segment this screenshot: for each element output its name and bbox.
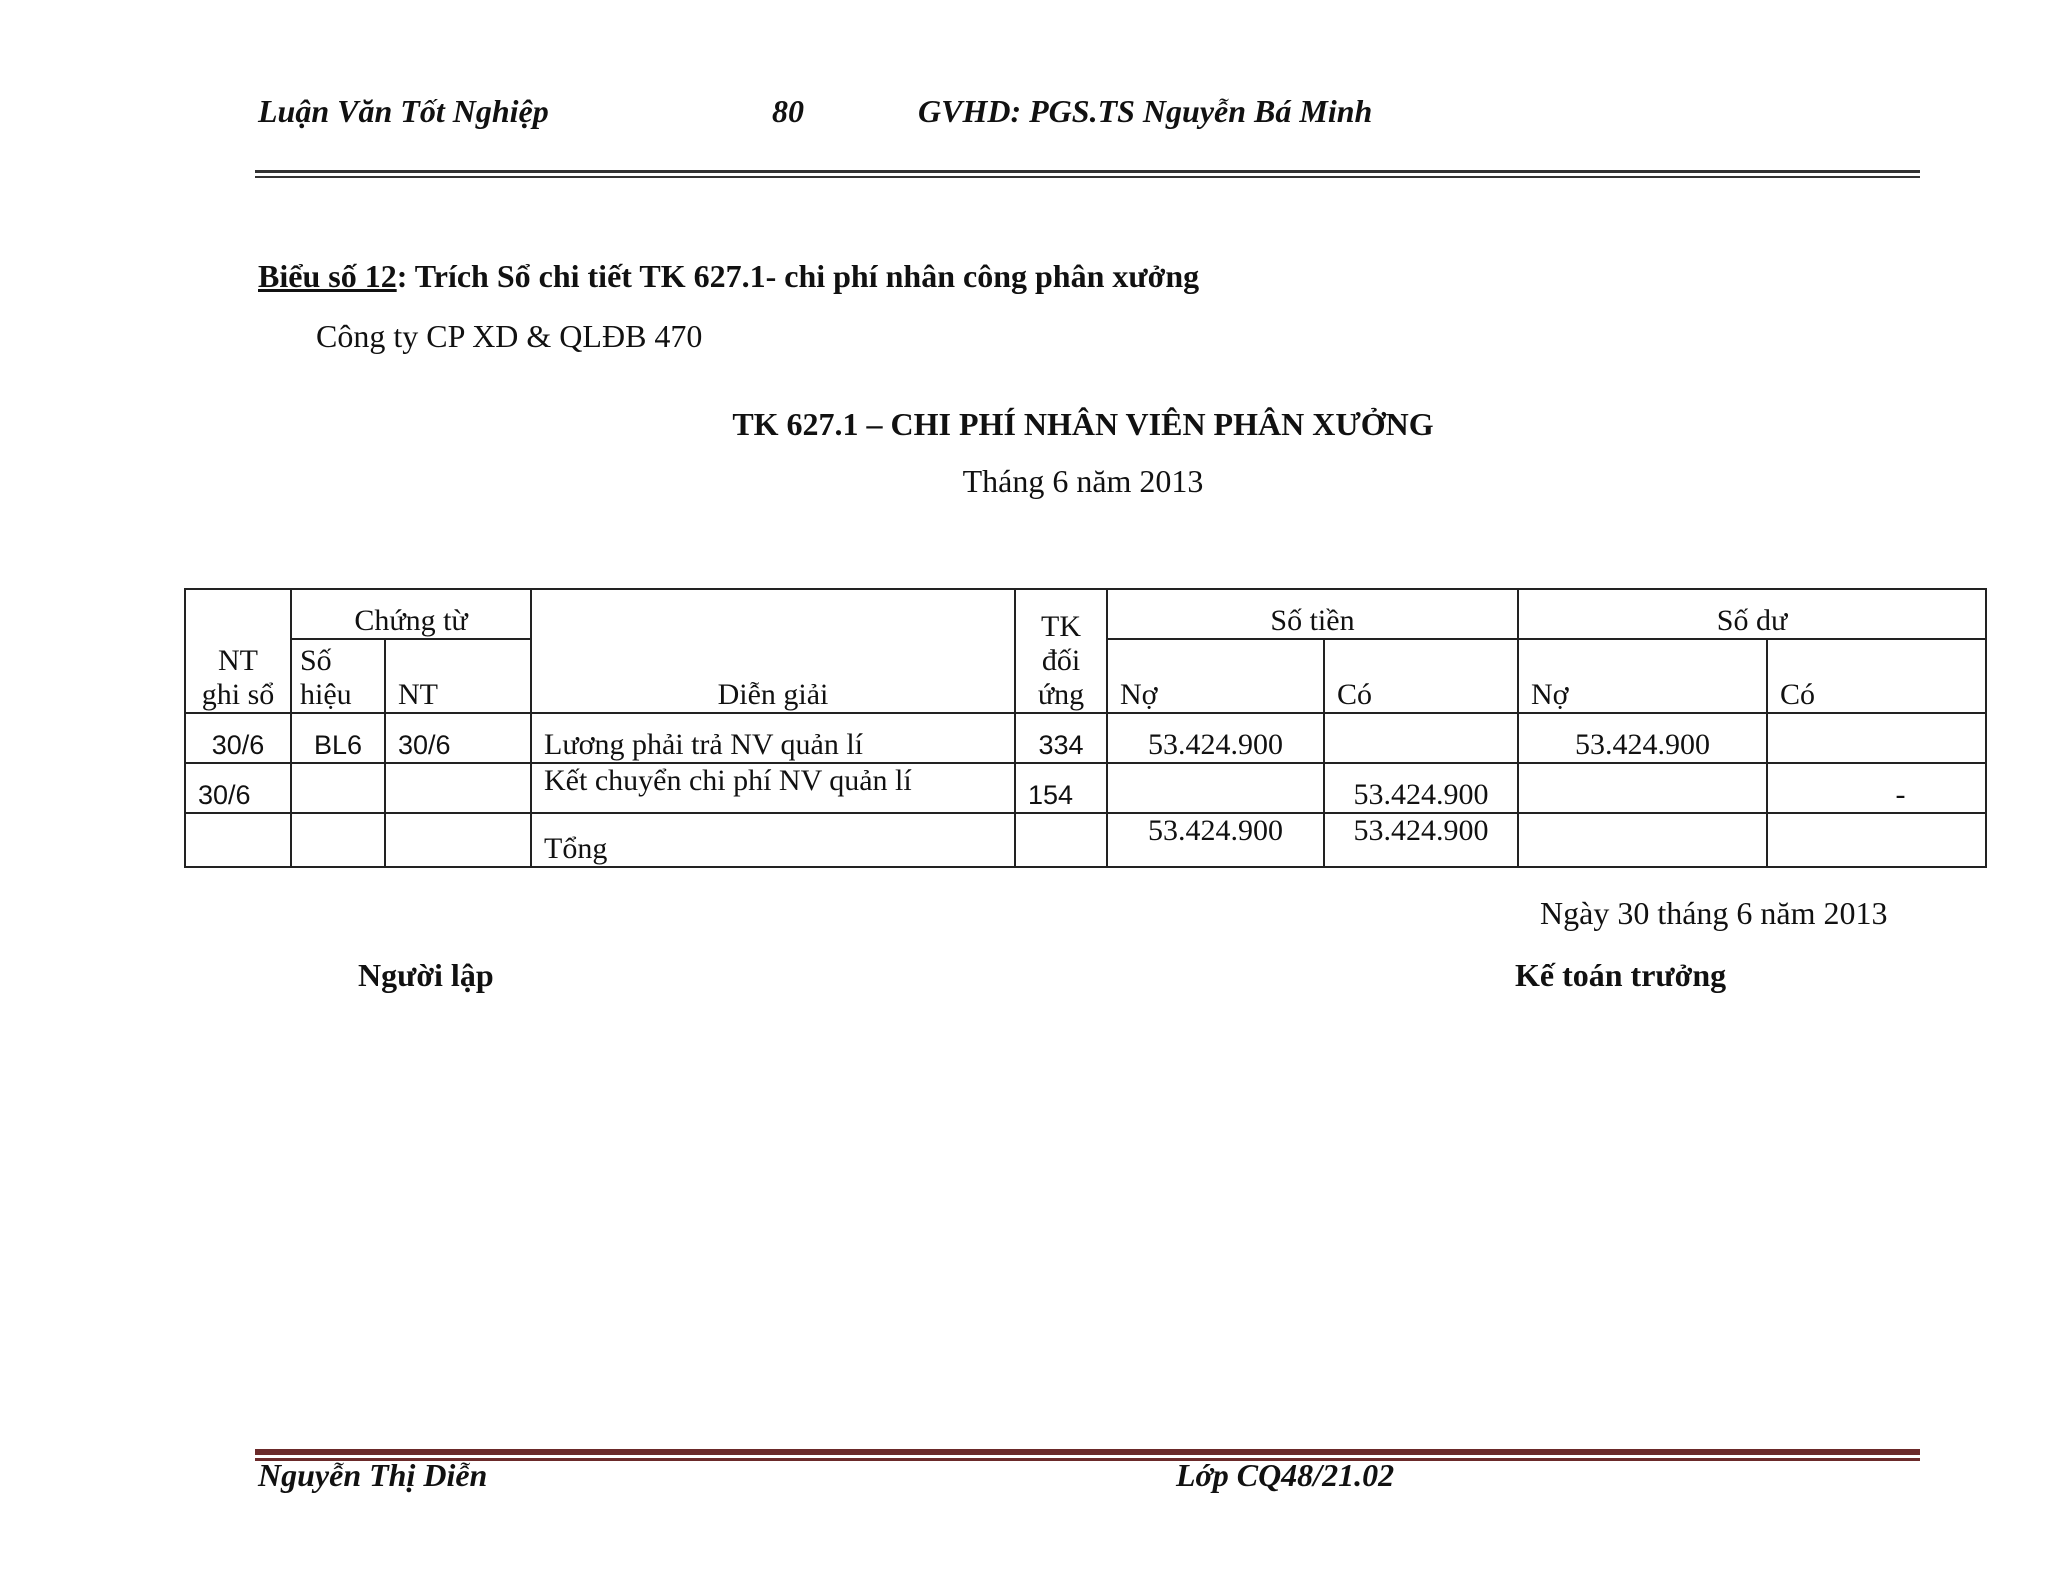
chief-accountant-label: Kế toán trưởng	[1515, 957, 1727, 993]
company-name: Công ty CP XD & QLĐB 470	[316, 318, 703, 354]
header-advisor: GVHD: PGS.TS Nguyễn Bá Minh	[918, 93, 1373, 129]
footer-rule	[255, 1449, 1920, 1455]
cell-so-hieu: BL6	[291, 713, 385, 763]
header-tk-doi-ung: TK đối ứng	[1015, 589, 1107, 713]
footer-author: Nguyễn Thị Diễn	[258, 1457, 488, 1493]
header-du-no: Nợ	[1518, 639, 1767, 713]
ledger-title: TK 627.1 – CHI PHÍ NHÂN VIÊN PHÂN XƯỞNG	[732, 406, 1434, 442]
header-dien-giai: Diễn giải	[531, 589, 1015, 713]
cell-dien-giai: Tổng	[531, 813, 1015, 867]
cell-du-no: 53.424.900	[1518, 713, 1767, 763]
page-number: 80	[772, 93, 804, 129]
header-tien-co: Có	[1324, 639, 1518, 713]
cell-dien-giai: Lương phải trả NV quản lí	[531, 713, 1015, 763]
cell-tk: 334	[1015, 713, 1107, 763]
header-chung-tu: Chứng từ	[291, 589, 531, 639]
table-row	[185, 713, 1986, 763]
cell-du-co	[1767, 813, 1986, 867]
ledger-table	[184, 588, 1987, 868]
section-title-text: : Trích Sổ chi tiết TK 627.1- chi phí nhân công phân xưởng	[396, 258, 1200, 294]
header-thesis-label: Luận Văn Tốt Nghiệp	[258, 93, 549, 129]
section-label: Biểu số 12	[258, 258, 397, 294]
cell-nt	[385, 813, 531, 867]
cell-nt: 30/6	[385, 713, 531, 763]
header-tien-no: Nợ	[1107, 639, 1324, 713]
header-du-co: Có	[1767, 639, 1986, 713]
cell-tien-co	[1324, 713, 1518, 763]
cell-so-hieu	[291, 813, 385, 867]
cell-du-co: -	[1767, 763, 1986, 813]
signoff-date: Ngày 30 tháng 6 năm 2013	[1540, 895, 1888, 931]
preparer-label: Người lập	[358, 957, 494, 993]
table-row	[185, 763, 1986, 813]
cell-tien-no: 53.424.900	[1107, 713, 1324, 763]
ledger-period: Tháng 6 năm 2013	[962, 463, 1204, 499]
cell-so-hieu	[291, 763, 385, 813]
cell-nt	[385, 763, 531, 813]
footer-class: Lớp CQ48/21.02	[1176, 1457, 1395, 1493]
cell-tien-no: 53.424.900	[1107, 813, 1324, 867]
cell-nt-ghi-so	[185, 813, 291, 867]
cell-tien-co: 53.424.900	[1324, 763, 1518, 813]
cell-nt-ghi-so: 30/6	[185, 713, 291, 763]
header-rule	[255, 170, 1920, 173]
cell-tien-no	[1107, 763, 1324, 813]
cell-tien-co: 53.424.900	[1324, 813, 1518, 867]
header-rule-thin	[255, 176, 1920, 178]
header-nt: NT	[385, 639, 531, 713]
header-so-du: Số dư	[1518, 589, 1986, 639]
cell-du-co	[1767, 713, 1986, 763]
header-nt-ghi-so: NT ghi sổ	[185, 589, 291, 713]
section-title	[258, 258, 1199, 295]
table-row	[185, 813, 1986, 867]
cell-nt-ghi-so: 30/6	[185, 763, 291, 813]
cell-tk: 154	[1015, 763, 1107, 813]
cell-dien-giai: Kết chuyển chi phí NV quản lí	[531, 763, 1015, 813]
cell-du-no	[1518, 813, 1767, 867]
cell-tk	[1015, 813, 1107, 867]
header-so-hieu: Số hiệu	[291, 639, 385, 713]
cell-du-no	[1518, 763, 1767, 813]
footer-rule-thin	[255, 1458, 1920, 1461]
header-so-tien: Số tiền	[1107, 589, 1518, 639]
